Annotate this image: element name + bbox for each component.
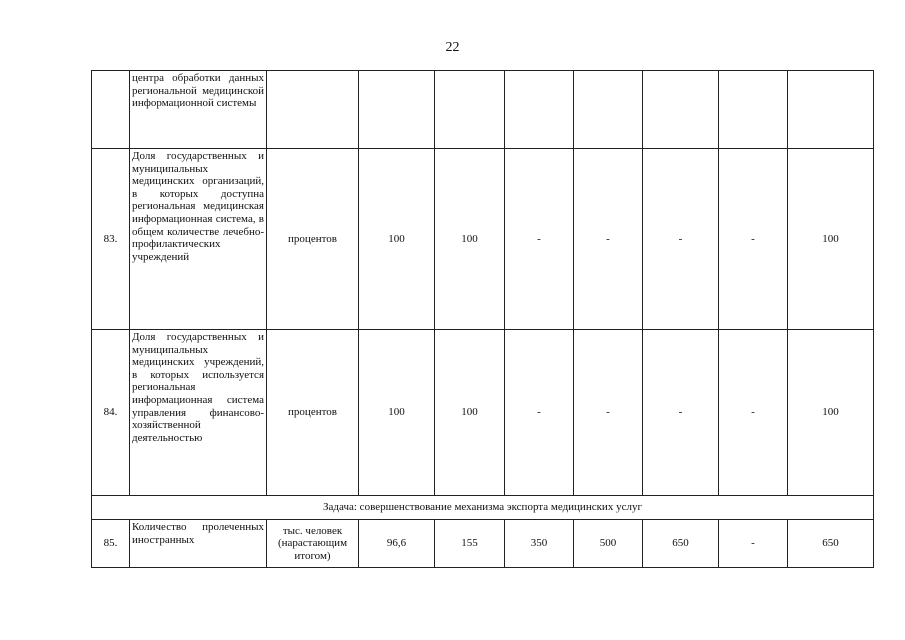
table-row (92, 149, 874, 330)
row-number: 85. (92, 520, 130, 568)
row-number: 83. (92, 149, 130, 330)
task-row (92, 496, 874, 520)
value-cell: 100 (435, 149, 505, 330)
unit-cell (267, 71, 359, 149)
indicators-table (91, 70, 874, 568)
value-cell: 350 (505, 520, 574, 568)
task-heading: Задача: совершенствование механизма экспорта медицинских услуг (92, 496, 874, 520)
value-cell: 155 (435, 520, 505, 568)
value-cell: 650 (643, 520, 719, 568)
unit-cell: процентов (267, 330, 359, 496)
indicator-name (130, 149, 267, 330)
value-cell (719, 71, 788, 149)
indicator-name (130, 330, 267, 496)
value-cell: - (574, 149, 643, 330)
indicator-name (130, 520, 267, 568)
value-cell (435, 71, 505, 149)
table-row (92, 520, 874, 568)
value-cell: 100 (788, 149, 874, 330)
value-cell: 96,6 (359, 520, 435, 568)
indicator-name-text: центра обработки данных региональной медицинской информационной системы (132, 72, 264, 110)
value-cell: 500 (574, 520, 643, 568)
value-cell: - (719, 149, 788, 330)
value-cell: - (643, 330, 719, 496)
row-number (92, 71, 130, 149)
value-cell: 100 (788, 330, 874, 496)
value-cell: - (719, 330, 788, 496)
value-cell: 100 (435, 330, 505, 496)
indicator-name (130, 71, 267, 149)
unit-cell: процентов (267, 149, 359, 330)
value-cell: 100 (359, 330, 435, 496)
value-cell: - (719, 520, 788, 568)
value-cell: 100 (359, 149, 435, 330)
value-cell (359, 71, 435, 149)
indicator-name-text: Доля государственных и муниципальных медицинских организаций, в которых доступна региональная медицинская информационная система, в общем количестве лечебно-профилактических учреждений (132, 150, 264, 263)
unit-cell: тыс. человек (нарастающим итогом) (267, 520, 359, 568)
table-row (92, 71, 874, 149)
indicator-name-text: Доля государственных и муниципальных медицинских учреждений, в которых используется региональная информационная система управления финансово-хозяйственной деятельностью (132, 331, 264, 444)
table-row (92, 330, 874, 496)
indicator-name-text: Количество пролеченных иностранных (132, 521, 264, 546)
value-cell (505, 71, 574, 149)
value-cell: - (643, 149, 719, 330)
value-cell: - (505, 149, 574, 330)
value-cell: - (574, 330, 643, 496)
value-cell (788, 71, 874, 149)
page-number: 22 (445, 40, 460, 55)
value-cell (643, 71, 719, 149)
value-cell: 650 (788, 520, 874, 568)
value-cell: - (505, 330, 574, 496)
row-number: 84. (92, 330, 130, 496)
value-cell (574, 71, 643, 149)
